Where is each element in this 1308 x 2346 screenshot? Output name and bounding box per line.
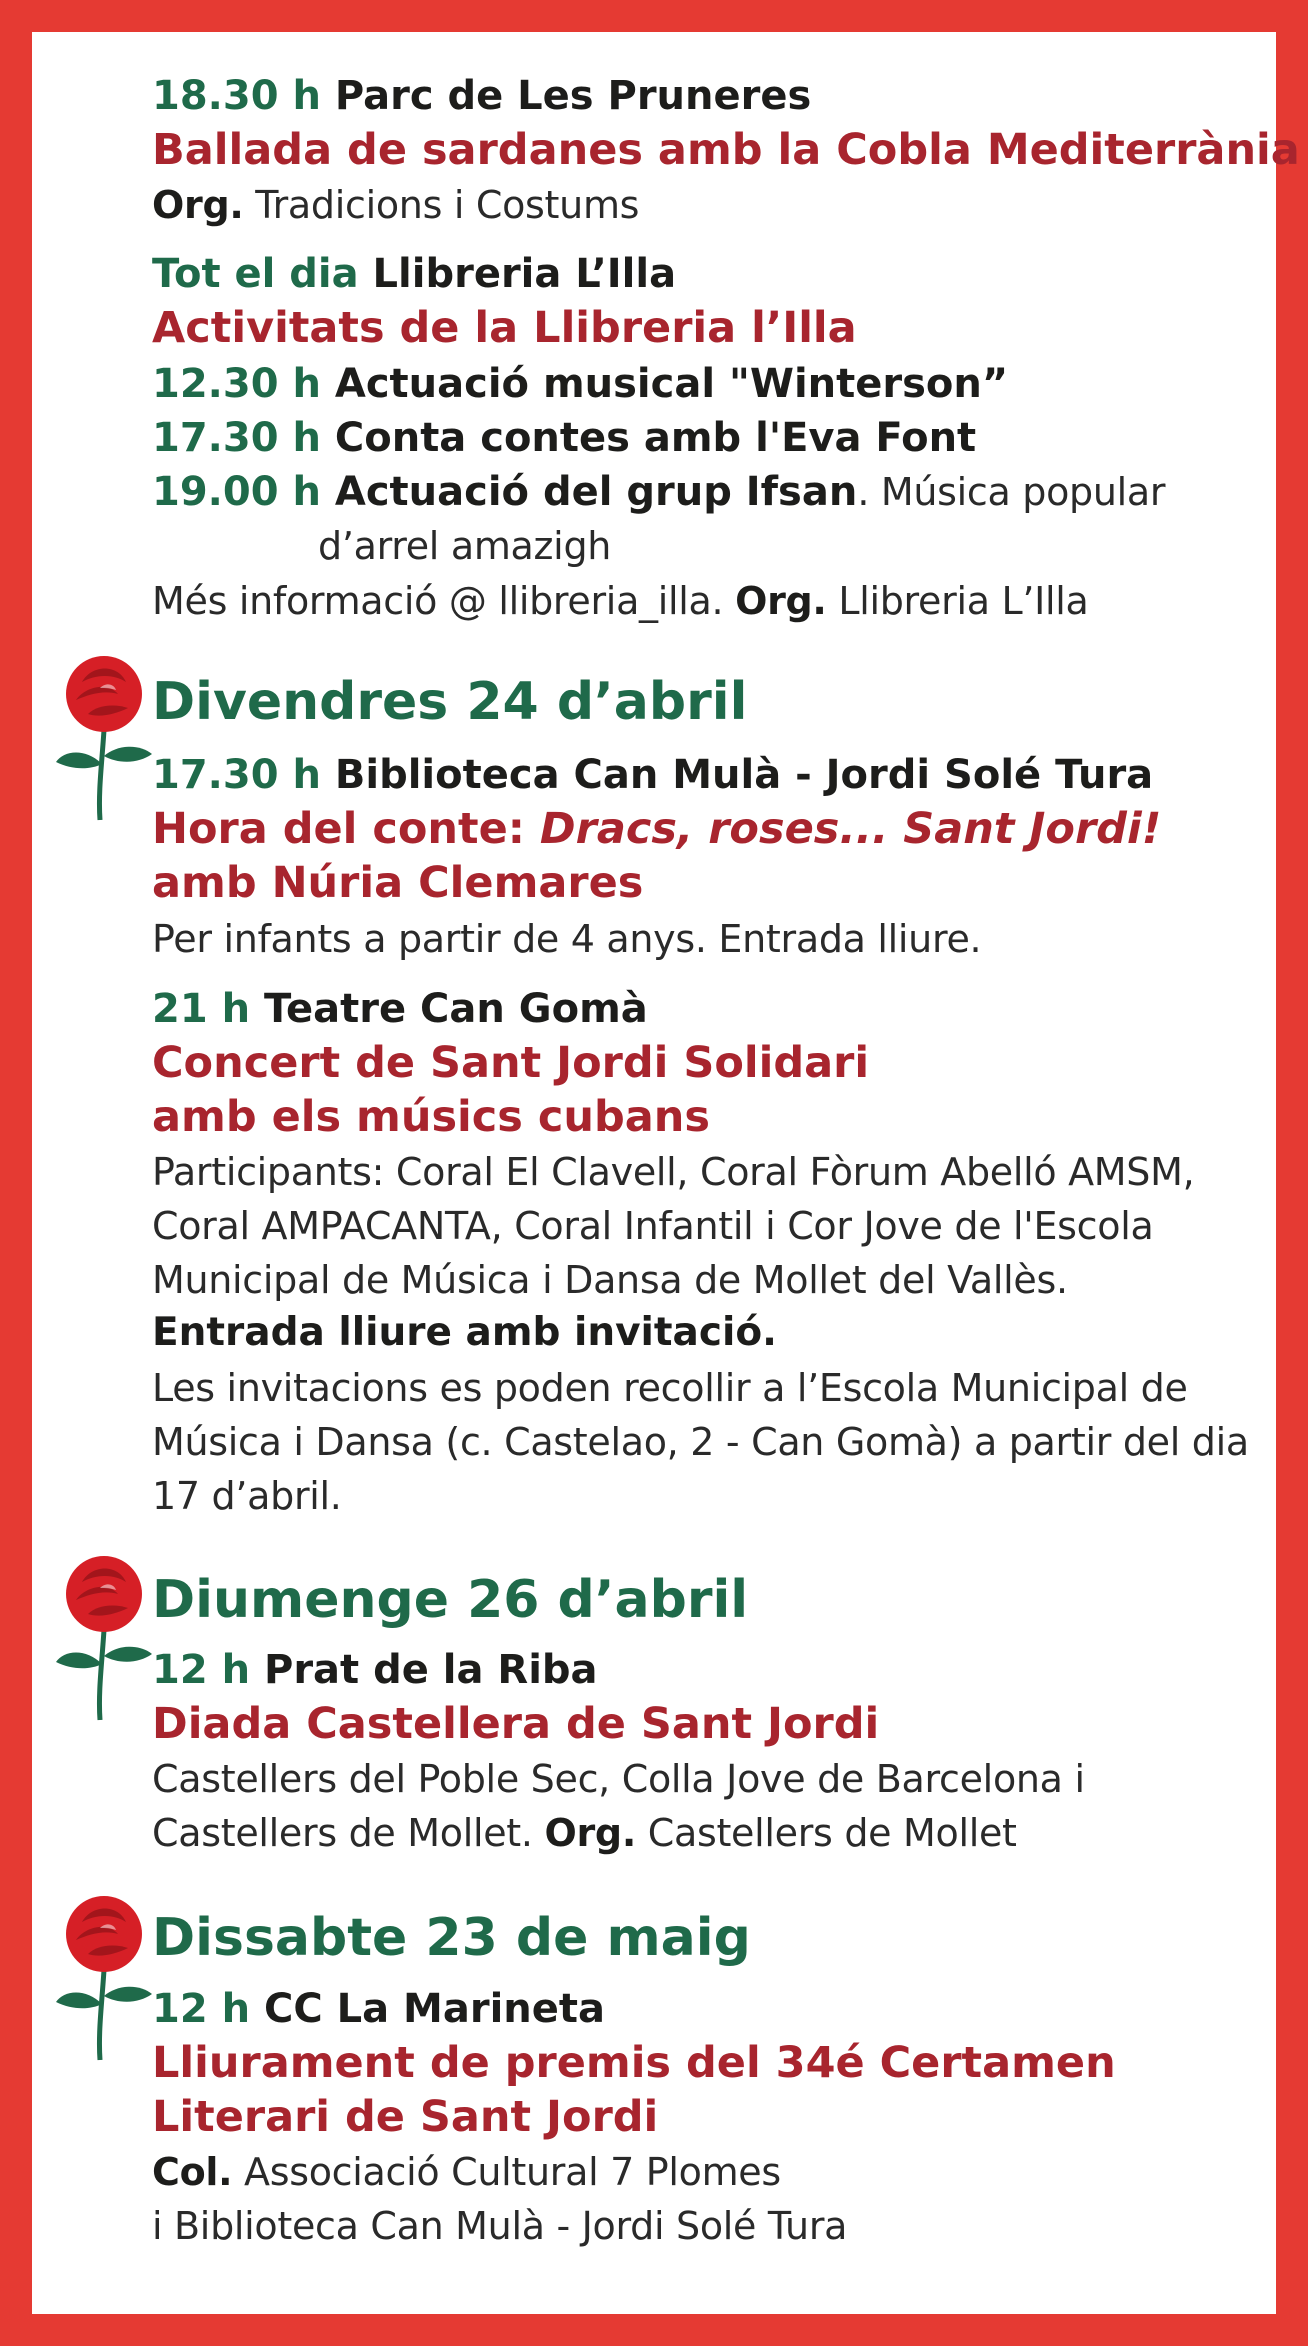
info-text: Més informació @ llibreria_illa. <box>152 579 724 623</box>
event-place: CC La Marineta <box>264 1986 606 2032</box>
event-place: Biblioteca Can Mulà - Jordi Solé Tura <box>334 752 1154 798</box>
day-heading: Dissabte 23 de maig <box>152 1908 751 1968</box>
event-time: 18.30 h <box>152 73 321 119</box>
sub-activity <box>152 465 1165 519</box>
sub-activity-time: 17.30 h <box>152 415 321 461</box>
event-time: 12 h <box>152 1986 251 2032</box>
event-header <box>152 69 811 123</box>
rose-icon <box>52 1892 156 2062</box>
org-value: Castellers de Mollet <box>647 1811 1017 1855</box>
event-header <box>152 748 1153 802</box>
col-label: Col. <box>152 2150 233 2194</box>
event-title-cont: amb Núria Clemares <box>152 858 644 908</box>
sub-activity-text: Conta contes amb l'Eva Font <box>334 415 977 461</box>
event-info <box>152 574 1089 628</box>
rose-icon <box>52 652 156 822</box>
sub-activity-text: Actuació musical "Winterson” <box>334 361 1009 407</box>
event-place: Llibreria L’Illa <box>372 251 677 297</box>
sub-activity-desc: . Música popular <box>857 470 1166 514</box>
sub-activity <box>152 357 1008 411</box>
event-desc: Per infants a partir de 4 anys. Entrada lliure. <box>152 917 982 961</box>
event-header <box>152 247 676 301</box>
event-place: Parc de Les Pruneres <box>334 73 812 119</box>
event-title: Activitats de la Llibreria l’Illa <box>152 303 857 353</box>
org-value: Llibreria L’Illa <box>838 579 1089 623</box>
day-heading: Divendres 24 d’abril <box>152 672 748 732</box>
event-place: Teatre Can Gomà <box>264 986 648 1032</box>
invitation-line: Música i Dansa (c. Castelao, 2 - Can Gomà) a partir del dia <box>152 1420 1249 1464</box>
event-header <box>152 982 648 1036</box>
invitation-line: Les invitacions es poden recollir a l’Escola Municipal de <box>152 1366 1188 1410</box>
event-title-part: Hora del conte: <box>152 804 525 854</box>
event-header <box>152 1982 605 2036</box>
day-heading: Diumenge 26 d’abril <box>152 1570 749 1630</box>
event-time: 17.30 h <box>152 752 321 798</box>
org-value: Tradicions i Costums <box>255 183 640 227</box>
event-title-cont: Literari de Sant Jordi <box>152 2092 659 2142</box>
desc-text: Castellers de Mollet. <box>152 1811 533 1855</box>
event-header <box>152 1643 598 1697</box>
rose-icon <box>52 1552 156 1722</box>
event-title: Ballada de sardanes amb la Cobla Mediterrània <box>152 125 1300 175</box>
event-desc-line: Municipal de Música i Dansa de Mollet del Vallès. <box>152 1258 1068 1302</box>
event-time: Tot el dia <box>152 251 359 297</box>
sub-activity-text: Actuació del grup Ifsan <box>334 469 858 515</box>
collaborators <box>152 2145 781 2199</box>
org-label: Org. <box>735 579 827 623</box>
event-desc-line: Participants: Coral El Clavell, Coral Fòrum Abelló AMSM, <box>152 1150 1195 1194</box>
org-label: Org. <box>544 1811 636 1855</box>
collaborators-cont: i Biblioteca Can Mulà - Jordi Solé Tura <box>152 2204 848 2248</box>
event-desc-line: Castellers del Poble Sec, Colla Jove de Barcelona i <box>152 1757 1085 1801</box>
org-label: Org. <box>152 183 244 227</box>
sub-activity-desc-cont: d’arrel amazigh <box>318 524 612 568</box>
event-title: Diada Castellera de Sant Jordi <box>152 1699 880 1749</box>
event-desc-line <box>152 1806 1017 1860</box>
sub-activity <box>152 411 976 465</box>
event-title-cont: amb els músics cubans <box>152 1092 710 1142</box>
event-title: Lliurament de premis del 34é Certamen <box>152 2038 1116 2088</box>
sub-activity-time: 19.00 h <box>152 469 321 515</box>
event-title <box>152 802 1161 856</box>
event-title: Concert de Sant Jordi Solidari <box>152 1038 870 1088</box>
sub-activity-time: 12.30 h <box>152 361 321 407</box>
col-value: Associació Cultural 7 Plomes <box>244 2150 781 2194</box>
event-title-italic: Dracs, roses... Sant Jordi! <box>539 804 1162 854</box>
event-place: Prat de la Riba <box>264 1647 598 1693</box>
event-time: 21 h <box>152 986 251 1032</box>
event-organizer <box>152 178 639 232</box>
entry-note: Entrada lliure amb invitació. <box>152 1310 777 1355</box>
invitation-line: 17 d’abril. <box>152 1474 342 1518</box>
event-time: 12 h <box>152 1647 251 1693</box>
event-desc-line: Coral AMPACANTA, Coral Infantil i Cor Jove de l'Escola <box>152 1204 1154 1248</box>
